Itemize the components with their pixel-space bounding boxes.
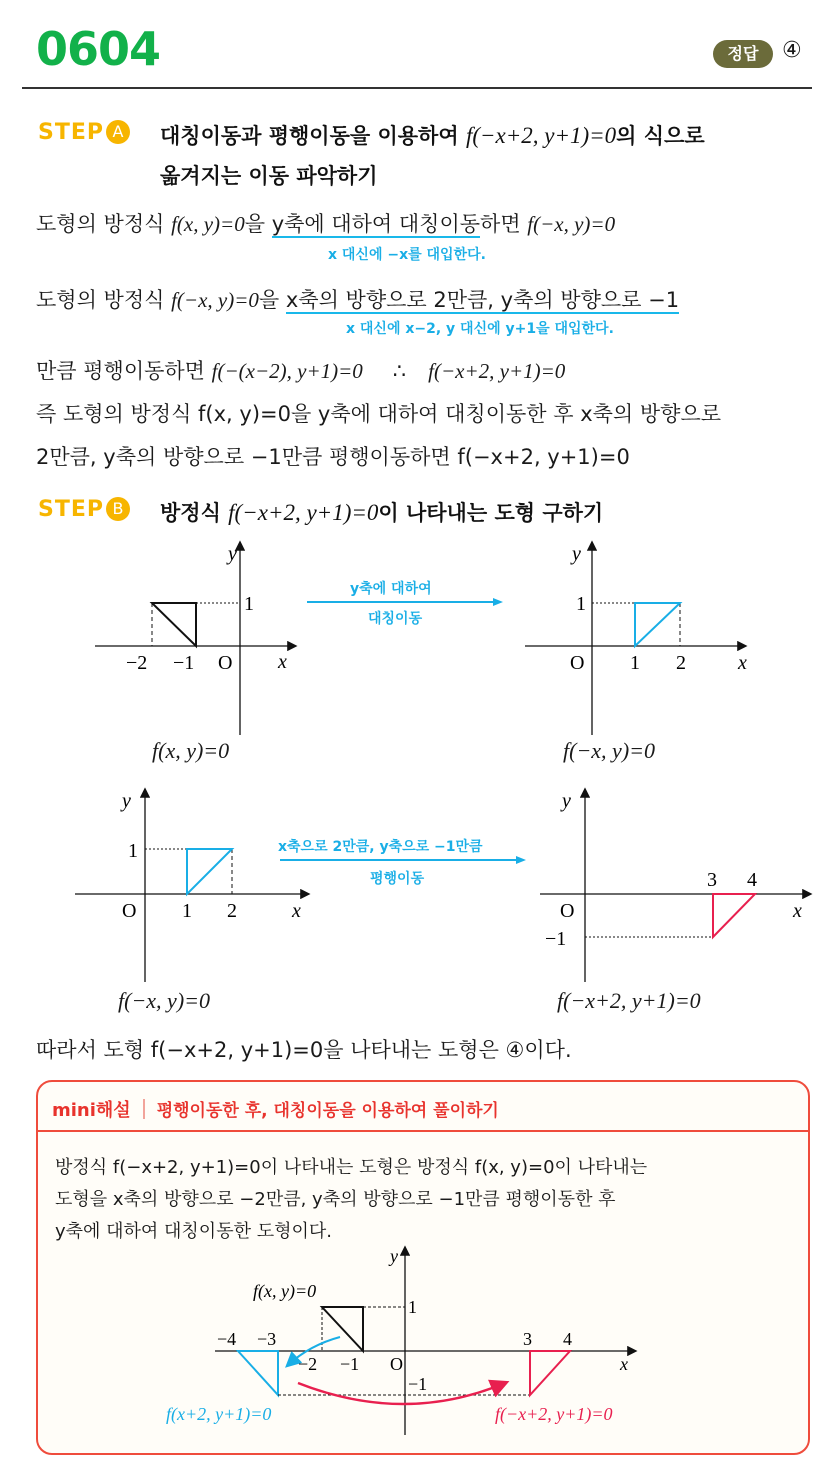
svg-text:x: x	[292, 900, 301, 922]
svg-text:O: O	[218, 652, 233, 674]
graph2-caption: f(−x, y)=0	[563, 738, 655, 763]
math: f(−x, y)=0	[527, 212, 616, 236]
graph-translated	[535, 782, 825, 992]
note-substitute-shift: x 대신에 x−2, y 대신에 y+1을 대입한다.	[346, 321, 614, 337]
underlined-phrase: y축에 대하여 대칭이동	[271, 212, 481, 236]
arrow-right-icon	[278, 854, 528, 866]
step-a-letter: A	[106, 120, 130, 144]
mini-line3: y축에 대하여 대칭이동한 도형이다.	[55, 1221, 332, 1242]
header-divider	[22, 87, 812, 89]
math: f(−x+2, y+1)=0	[228, 500, 379, 525]
graph3-caption: f(−x, y)=0	[118, 988, 210, 1013]
svg-text:2: 2	[227, 900, 237, 922]
math: f(−x+2, y+1)=0	[428, 359, 566, 383]
step-a-title-text: 대칭이동과 평행이동을 이용하여	[160, 124, 466, 148]
svg-text:−4: −4	[217, 1329, 237, 1349]
step-a-line2	[36, 284, 679, 314]
text: 하면	[480, 212, 528, 236]
svg-text:4: 4	[747, 869, 757, 891]
graph1-caption: f(x, y)=0	[152, 738, 230, 763]
svg-text:−2: −2	[126, 652, 148, 674]
mini-graph	[150, 1240, 700, 1440]
text: 이 나타내는 도형 구하기	[378, 501, 604, 525]
svg-text:f(x, y)=0: f(x, y)=0	[253, 1281, 317, 1301]
step-b-letter: B	[106, 497, 130, 521]
svg-text:1: 1	[630, 652, 640, 674]
step-a-line1	[36, 208, 615, 238]
svg-text:−1: −1	[340, 1354, 360, 1374]
arrow2-label-bottom: 평행이동	[370, 871, 425, 887]
svg-text:f(−x+2, y+1)=0: f(−x+2, y+1)=0	[495, 1404, 613, 1424]
underlined-phrase: x축의 방향으로 2만큼, y축의 방향으로 −1	[285, 288, 680, 312]
step-a-title-line2: 옮겨지는 이동 파악하기	[160, 164, 378, 188]
svg-text:1: 1	[182, 900, 192, 922]
svg-text:4: 4	[563, 1329, 572, 1349]
svg-text:O: O	[122, 900, 137, 922]
step-b-badge	[38, 497, 130, 522]
step-a-badge	[38, 120, 130, 145]
svg-text:1: 1	[408, 1297, 417, 1317]
math: f(x, y)=0	[171, 212, 245, 236]
svg-text:2: 2	[676, 652, 686, 674]
note-substitute-neg-x: x 대신에 −x를 대입한다.	[328, 247, 486, 263]
arrow1-label-bottom: 대칭이동	[368, 611, 423, 627]
text: 만큼 평행이동하면	[36, 359, 212, 383]
svg-text:x: x	[278, 651, 287, 673]
graph-reflected-copy	[70, 782, 320, 992]
text: 도형의 방정식	[36, 288, 172, 312]
svg-text:1: 1	[244, 593, 254, 615]
text: 을	[244, 212, 272, 236]
svg-text:y: y	[562, 790, 571, 812]
svg-text:−1: −1	[408, 1374, 428, 1394]
svg-text:O: O	[570, 652, 585, 674]
arrow2-label-top: x축으로 2만큼, y축으로 −1만큼	[278, 839, 483, 855]
answer-value: ④	[782, 38, 802, 63]
mini-title: 평행이동한 후, 대칭이동을 이용하여 풀이하기	[156, 1101, 499, 1121]
svg-text:x: x	[793, 900, 802, 922]
step-b-label: STEP	[38, 497, 105, 522]
svg-text:−3: −3	[257, 1329, 277, 1349]
math: f(−x, y)=0	[171, 288, 259, 312]
mini-line2: 도형을 x축의 방향으로 −2만큼, y축의 방향으로 −1만큼 평행이동한 후	[55, 1189, 616, 1210]
step-a-title	[160, 120, 705, 150]
svg-text:−2: −2	[298, 1354, 318, 1374]
svg-text:O: O	[390, 1354, 403, 1374]
answer-badge: 정답	[713, 40, 773, 68]
svg-text:3: 3	[707, 869, 717, 891]
step-a-line5: 2만큼, y축의 방향으로 −1만큼 평행이동하면 f(−x+2, y+1)=0	[36, 445, 630, 469]
therefore-symbol: ∴	[392, 359, 407, 383]
step-a-label: STEP	[38, 120, 105, 145]
text: 도형의 방정식	[36, 212, 172, 236]
svg-text:3: 3	[523, 1329, 532, 1349]
problem-number: 0604	[36, 22, 161, 76]
step-a-line3	[36, 355, 565, 385]
graph4-caption: f(−x+2, y+1)=0	[557, 988, 701, 1013]
text: 방정식	[160, 501, 229, 525]
svg-text:y: y	[390, 1246, 398, 1266]
step-b-title	[160, 497, 603, 527]
svg-text:x: x	[620, 1354, 628, 1374]
mini-line1: 방정식 f(−x+2, y+1)=0이 나타내는 도형은 방정식 f(x, y)=0이 나타내는	[55, 1157, 648, 1178]
svg-text:−1: −1	[545, 928, 567, 950]
conclusion: 따라서 도형 f(−x+2, y+1)=0을 나타내는 도형은 ④이다.	[36, 1038, 572, 1062]
svg-text:f(x+2, y+1)=0: f(x+2, y+1)=0	[166, 1404, 272, 1424]
step-a-title-math: f(−x+2, y+1)=0	[465, 123, 617, 148]
svg-text:x: x	[738, 652, 747, 674]
step-a-title-suffix: 의 식으로	[616, 124, 705, 148]
text: 을	[258, 288, 286, 312]
svg-text:1: 1	[576, 593, 586, 615]
mini-header	[52, 1096, 499, 1122]
svg-text:1: 1	[128, 840, 138, 862]
mini-tag: mini해설	[52, 1100, 131, 1121]
arrow-right-icon	[305, 596, 505, 608]
svg-text:y: y	[228, 543, 237, 565]
svg-text:y: y	[122, 790, 131, 812]
separator	[143, 1099, 145, 1119]
arrow1-label-top: y축에 대하여	[350, 581, 432, 597]
svg-text:−1: −1	[173, 652, 195, 674]
math: f(−(x−2), y+1)=0	[211, 359, 363, 383]
svg-text:O: O	[560, 900, 575, 922]
step-a-line4: 즉 도형의 방정식 f(x, y)=0을 y축에 대하여 대칭이동한 후 x축의 방향으로	[36, 402, 722, 426]
svg-text:y: y	[572, 543, 581, 565]
